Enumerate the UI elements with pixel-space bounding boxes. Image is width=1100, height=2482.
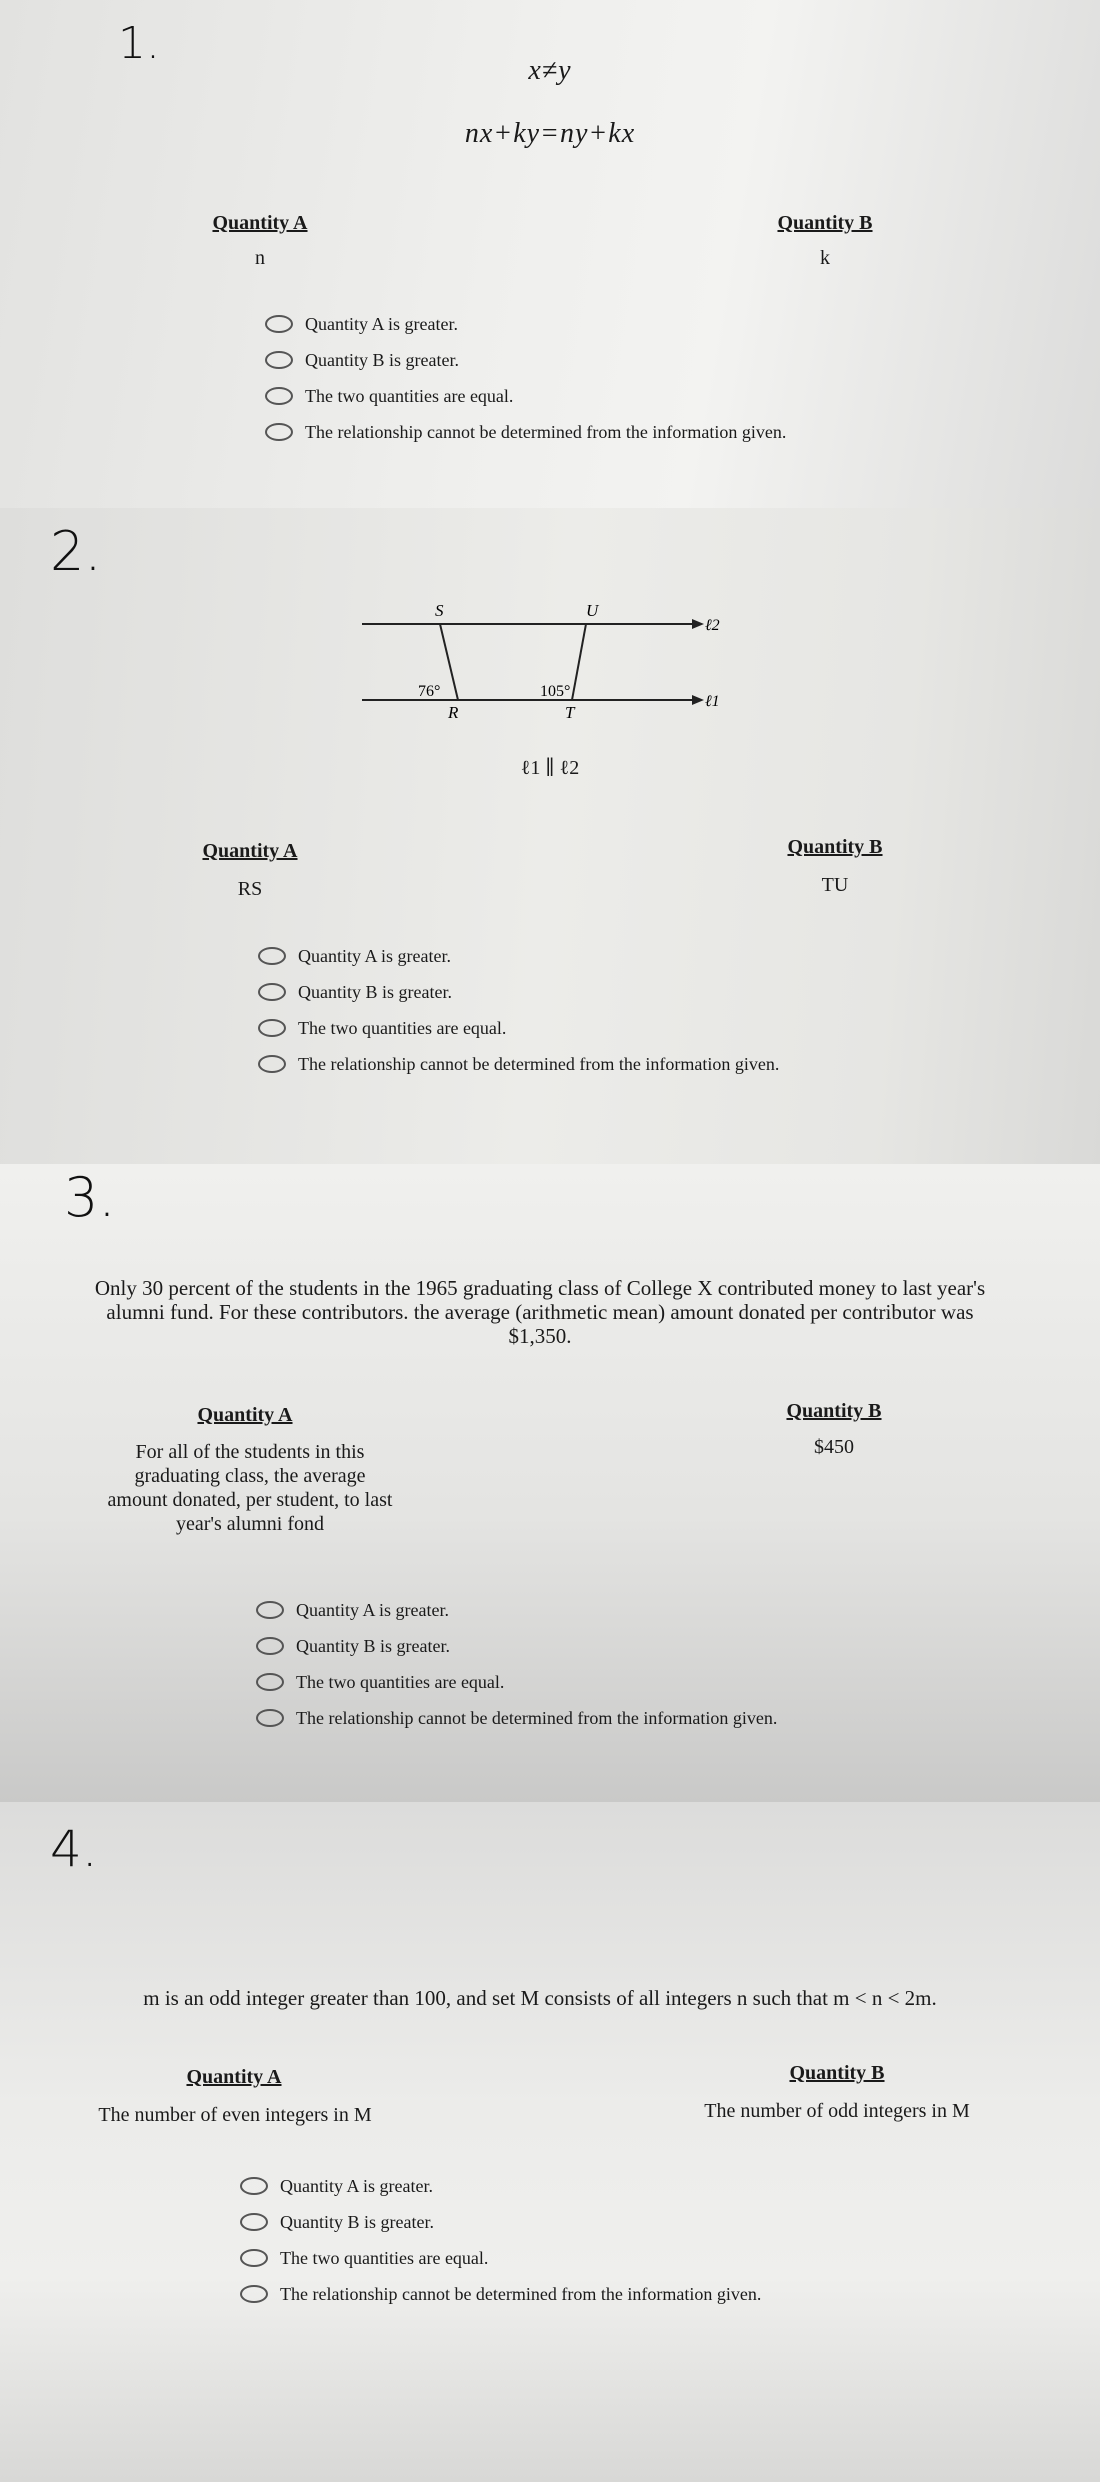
radio-button[interactable]: [265, 423, 293, 441]
quantity-a-line: graduating class, the average: [134, 1465, 366, 1487]
option-label: The two quantities are equal.: [298, 1017, 507, 1038]
option-label: The relationship cannot be determined from the information given.: [305, 421, 787, 442]
question-number: 4.: [50, 1820, 98, 1878]
option-cannot-determine[interactable]: [258, 1046, 779, 1082]
option-equal[interactable]: [258, 1010, 779, 1046]
radio-button[interactable]: [258, 983, 286, 1001]
option-a-greater[interactable]: [256, 1592, 777, 1628]
option-label: The two quantities are equal.: [280, 2247, 489, 2268]
option-cannot-determine[interactable]: [265, 414, 786, 450]
answer-options: [258, 938, 779, 1082]
option-label: The relationship cannot be determined from the information given.: [296, 1707, 778, 1728]
quantity-b-header: Quantity B: [786, 1400, 882, 1422]
label-r: R: [448, 703, 459, 722]
question-stem-line-1: Only 30 percent of the students in the 1965 graduating class of College X contributed money to last year's: [94, 1276, 986, 1300]
quantity-b-value: k: [820, 247, 830, 269]
option-cannot-determine[interactable]: [240, 2276, 761, 2312]
question-number: 1.: [118, 18, 160, 69]
segment-rs: [440, 624, 458, 700]
label-s: S: [435, 601, 444, 620]
quantity-b-value: TU: [821, 874, 849, 896]
question-stem-line-3: $1,350.: [508, 1324, 572, 1348]
quantity-b-header: Quantity B: [787, 836, 883, 858]
radio-button[interactable]: [240, 2285, 268, 2303]
quantity-a-line: amount donated, per student, to last: [107, 1489, 393, 1511]
option-label: Quantity B is greater.: [305, 349, 459, 370]
question-1-panel: [0, 0, 1100, 508]
option-a-greater[interactable]: [240, 2168, 761, 2204]
option-label: The relationship cannot be determined from the information given.: [298, 1053, 780, 1074]
line-l2-label: ℓ2: [705, 617, 720, 634]
arrow-l1: [692, 695, 704, 705]
question-number: 3.: [64, 1166, 116, 1229]
quantity-a-value: n: [255, 247, 265, 269]
question-2-panel: [0, 508, 1100, 1164]
quantity-a-line: For all of the students in this: [135, 1441, 365, 1463]
radio-button[interactable]: [256, 1637, 284, 1655]
radio-button[interactable]: [240, 2249, 268, 2267]
option-b-greater[interactable]: [240, 2204, 761, 2240]
option-b-greater[interactable]: [256, 1628, 777, 1664]
quantity-a-value: [70, 1440, 430, 1536]
option-cannot-determine[interactable]: [256, 1700, 777, 1736]
quantity-b-header: Quantity B: [789, 2062, 885, 2084]
label-t: T: [565, 703, 575, 722]
arrow-l2: [692, 619, 704, 629]
question-stem: m is an odd integer greater than 100, and set M consists of all integers n such that m < n < 2m.: [143, 1986, 937, 2010]
answer-options: [240, 2168, 761, 2312]
quantity-b-header: Quantity B: [777, 212, 873, 234]
option-a-greater[interactable]: [265, 306, 786, 342]
angle-r-label: 76°: [418, 683, 441, 700]
answer-options: [265, 306, 786, 450]
option-label: The relationship cannot be determined from the information given.: [280, 2283, 762, 2304]
option-label: Quantity A is greater.: [280, 2175, 433, 2196]
option-label: Quantity A is greater.: [298, 945, 451, 966]
parallel-lines-figure: [340, 588, 760, 738]
radio-button[interactable]: [258, 1019, 286, 1037]
radio-button[interactable]: [256, 1673, 284, 1691]
option-label: Quantity B is greater.: [296, 1635, 450, 1656]
quantity-a-line: year's alumni fond: [175, 1513, 324, 1535]
quantity-a-value: The number of even integers in M: [98, 2104, 372, 2126]
radio-button[interactable]: [256, 1709, 284, 1727]
equation-1: x≠y: [528, 55, 572, 86]
option-label: The two quantities are equal.: [296, 1671, 505, 1692]
quantity-a-header: Quantity A: [186, 2066, 282, 2088]
radio-button[interactable]: [240, 2213, 268, 2231]
quantity-a-value: RS: [237, 878, 263, 900]
quantity-a-header: Quantity A: [212, 212, 308, 234]
option-label: The two quantities are equal.: [305, 385, 514, 406]
question-3-panel: [0, 1164, 1100, 1802]
quantity-b-value: The number of odd integers in M: [704, 2100, 970, 2122]
option-label: Quantity B is greater.: [280, 2211, 434, 2232]
option-equal[interactable]: [265, 378, 786, 414]
label-u: U: [586, 601, 599, 620]
segment-tu: [572, 624, 586, 700]
option-label: Quantity A is greater.: [305, 313, 458, 334]
option-equal[interactable]: [240, 2240, 761, 2276]
question-stem-line-2: alumni fund. For these contributors. the average (arithmetic mean) amount donated per contributor was: [106, 1300, 974, 1324]
answer-options: [256, 1592, 777, 1736]
question-number: 2.: [50, 520, 102, 583]
parallel-statement: ℓ1 ∥ ℓ2: [520, 757, 580, 779]
angle-t-label: 105°: [540, 683, 571, 700]
option-b-greater[interactable]: [265, 342, 786, 378]
radio-button[interactable]: [258, 1055, 286, 1073]
radio-button[interactable]: [265, 351, 293, 369]
option-a-greater[interactable]: [258, 938, 779, 974]
radio-button[interactable]: [256, 1601, 284, 1619]
line-l1-label: ℓ1: [705, 693, 720, 710]
option-b-greater[interactable]: [258, 974, 779, 1010]
quantity-a-header: Quantity A: [197, 1404, 293, 1426]
equation-2: nx+ky=ny+kx: [464, 118, 636, 149]
radio-button[interactable]: [265, 387, 293, 405]
option-equal[interactable]: [256, 1664, 777, 1700]
radio-button[interactable]: [240, 2177, 268, 2195]
quantity-b-value: $450: [814, 1436, 854, 1458]
question-4-panel: [0, 1802, 1100, 2482]
radio-button[interactable]: [258, 947, 286, 965]
radio-button[interactable]: [265, 315, 293, 333]
quantity-a-header: Quantity A: [202, 840, 298, 862]
option-label: Quantity B is greater.: [298, 981, 452, 1002]
option-label: Quantity A is greater.: [296, 1599, 449, 1620]
